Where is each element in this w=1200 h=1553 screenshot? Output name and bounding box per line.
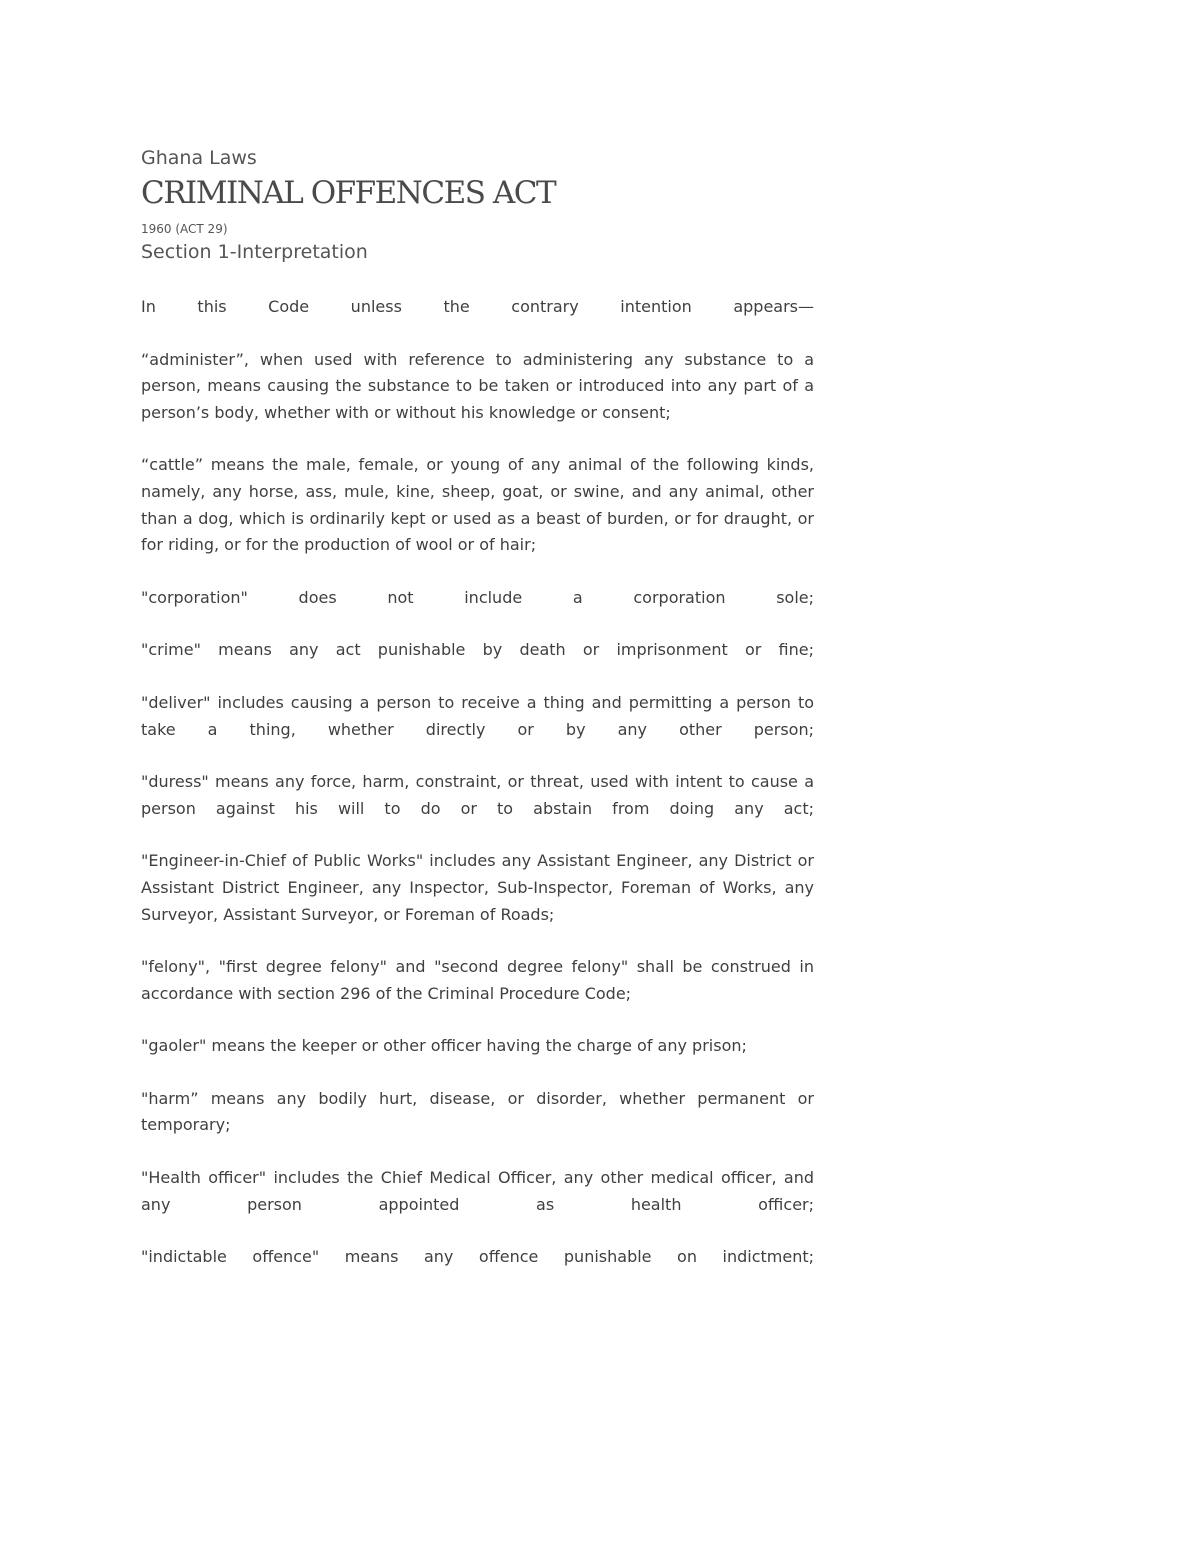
definition-harm: "harm” means any bodily hurt, disease, or disorder, whether permanent or temporary; xyxy=(141,1088,814,1135)
section-title: Section 1-Interpretation xyxy=(141,241,368,263)
document-title: CRIMINAL OFFENCES ACT xyxy=(141,175,556,211)
definition-crime: "crime" means any act punishable by death or imprisonment or fine; xyxy=(141,640,814,660)
definition-administer: “administer”, when used with reference to administering any substance to a person, means causing the substance to be taken or introduced into any part of a person’s body, whether with or without his knowledge or consent; xyxy=(141,349,814,422)
paragraph-intro: In this Code unless the contrary intention appears— xyxy=(141,297,814,316)
definition-indictable-offence: "indictable offence" means any offence punishable on indictment; xyxy=(141,1247,814,1267)
site-name: Ghana Laws xyxy=(141,147,257,169)
definition-corporation: "corporation" does not include a corporation sole; xyxy=(141,587,814,607)
definition-deliver: "deliver" includes causing a person to receive a thing and permitting a person to take a thing, whether directly or by any other person; xyxy=(141,692,814,739)
definition-health-officer: "Health officer" includes the Chief Medical Officer, any other medical officer, and any person appointed as health officer; xyxy=(141,1168,814,1214)
definition-felony: "felony", "first degree felony" and "second degree felony" shall be construed in accordance with section 296 of the Criminal Procedure Code; xyxy=(141,957,814,1003)
definition-cattle: “cattle” means the male, female, or young of any animal of the following kinds, namely, any horse, ass, mule, kine, sheep, goat, or swine, and any animal, other than a dog, which is ordinarily kept or used as a beast of burden, or for draught, or for riding, or for the production of wool or of hair; xyxy=(141,455,814,555)
definition-gaoler: "gaoler" means the keeper or other officer having the charge of any prison; xyxy=(141,1036,747,1056)
document-page xyxy=(141,140,814,1297)
definition-engineer-in-chief: "Engineer-in-Chief of Public Works" includes any Assistant Engineer, any District or Assistant District Engineer, any Inspector, Sub-Inspector, Foreman of Works, any Surveyor, Assistant Surveyor, or Foreman of Roads; xyxy=(141,851,814,924)
document-body xyxy=(141,294,814,1271)
definition-duress: "duress" means any force, harm, constraint, or threat, used with intent to cause a person against his will to do or to abstain from doing any act; xyxy=(141,772,814,818)
act-year: 1960 (ACT 29) xyxy=(141,222,228,236)
